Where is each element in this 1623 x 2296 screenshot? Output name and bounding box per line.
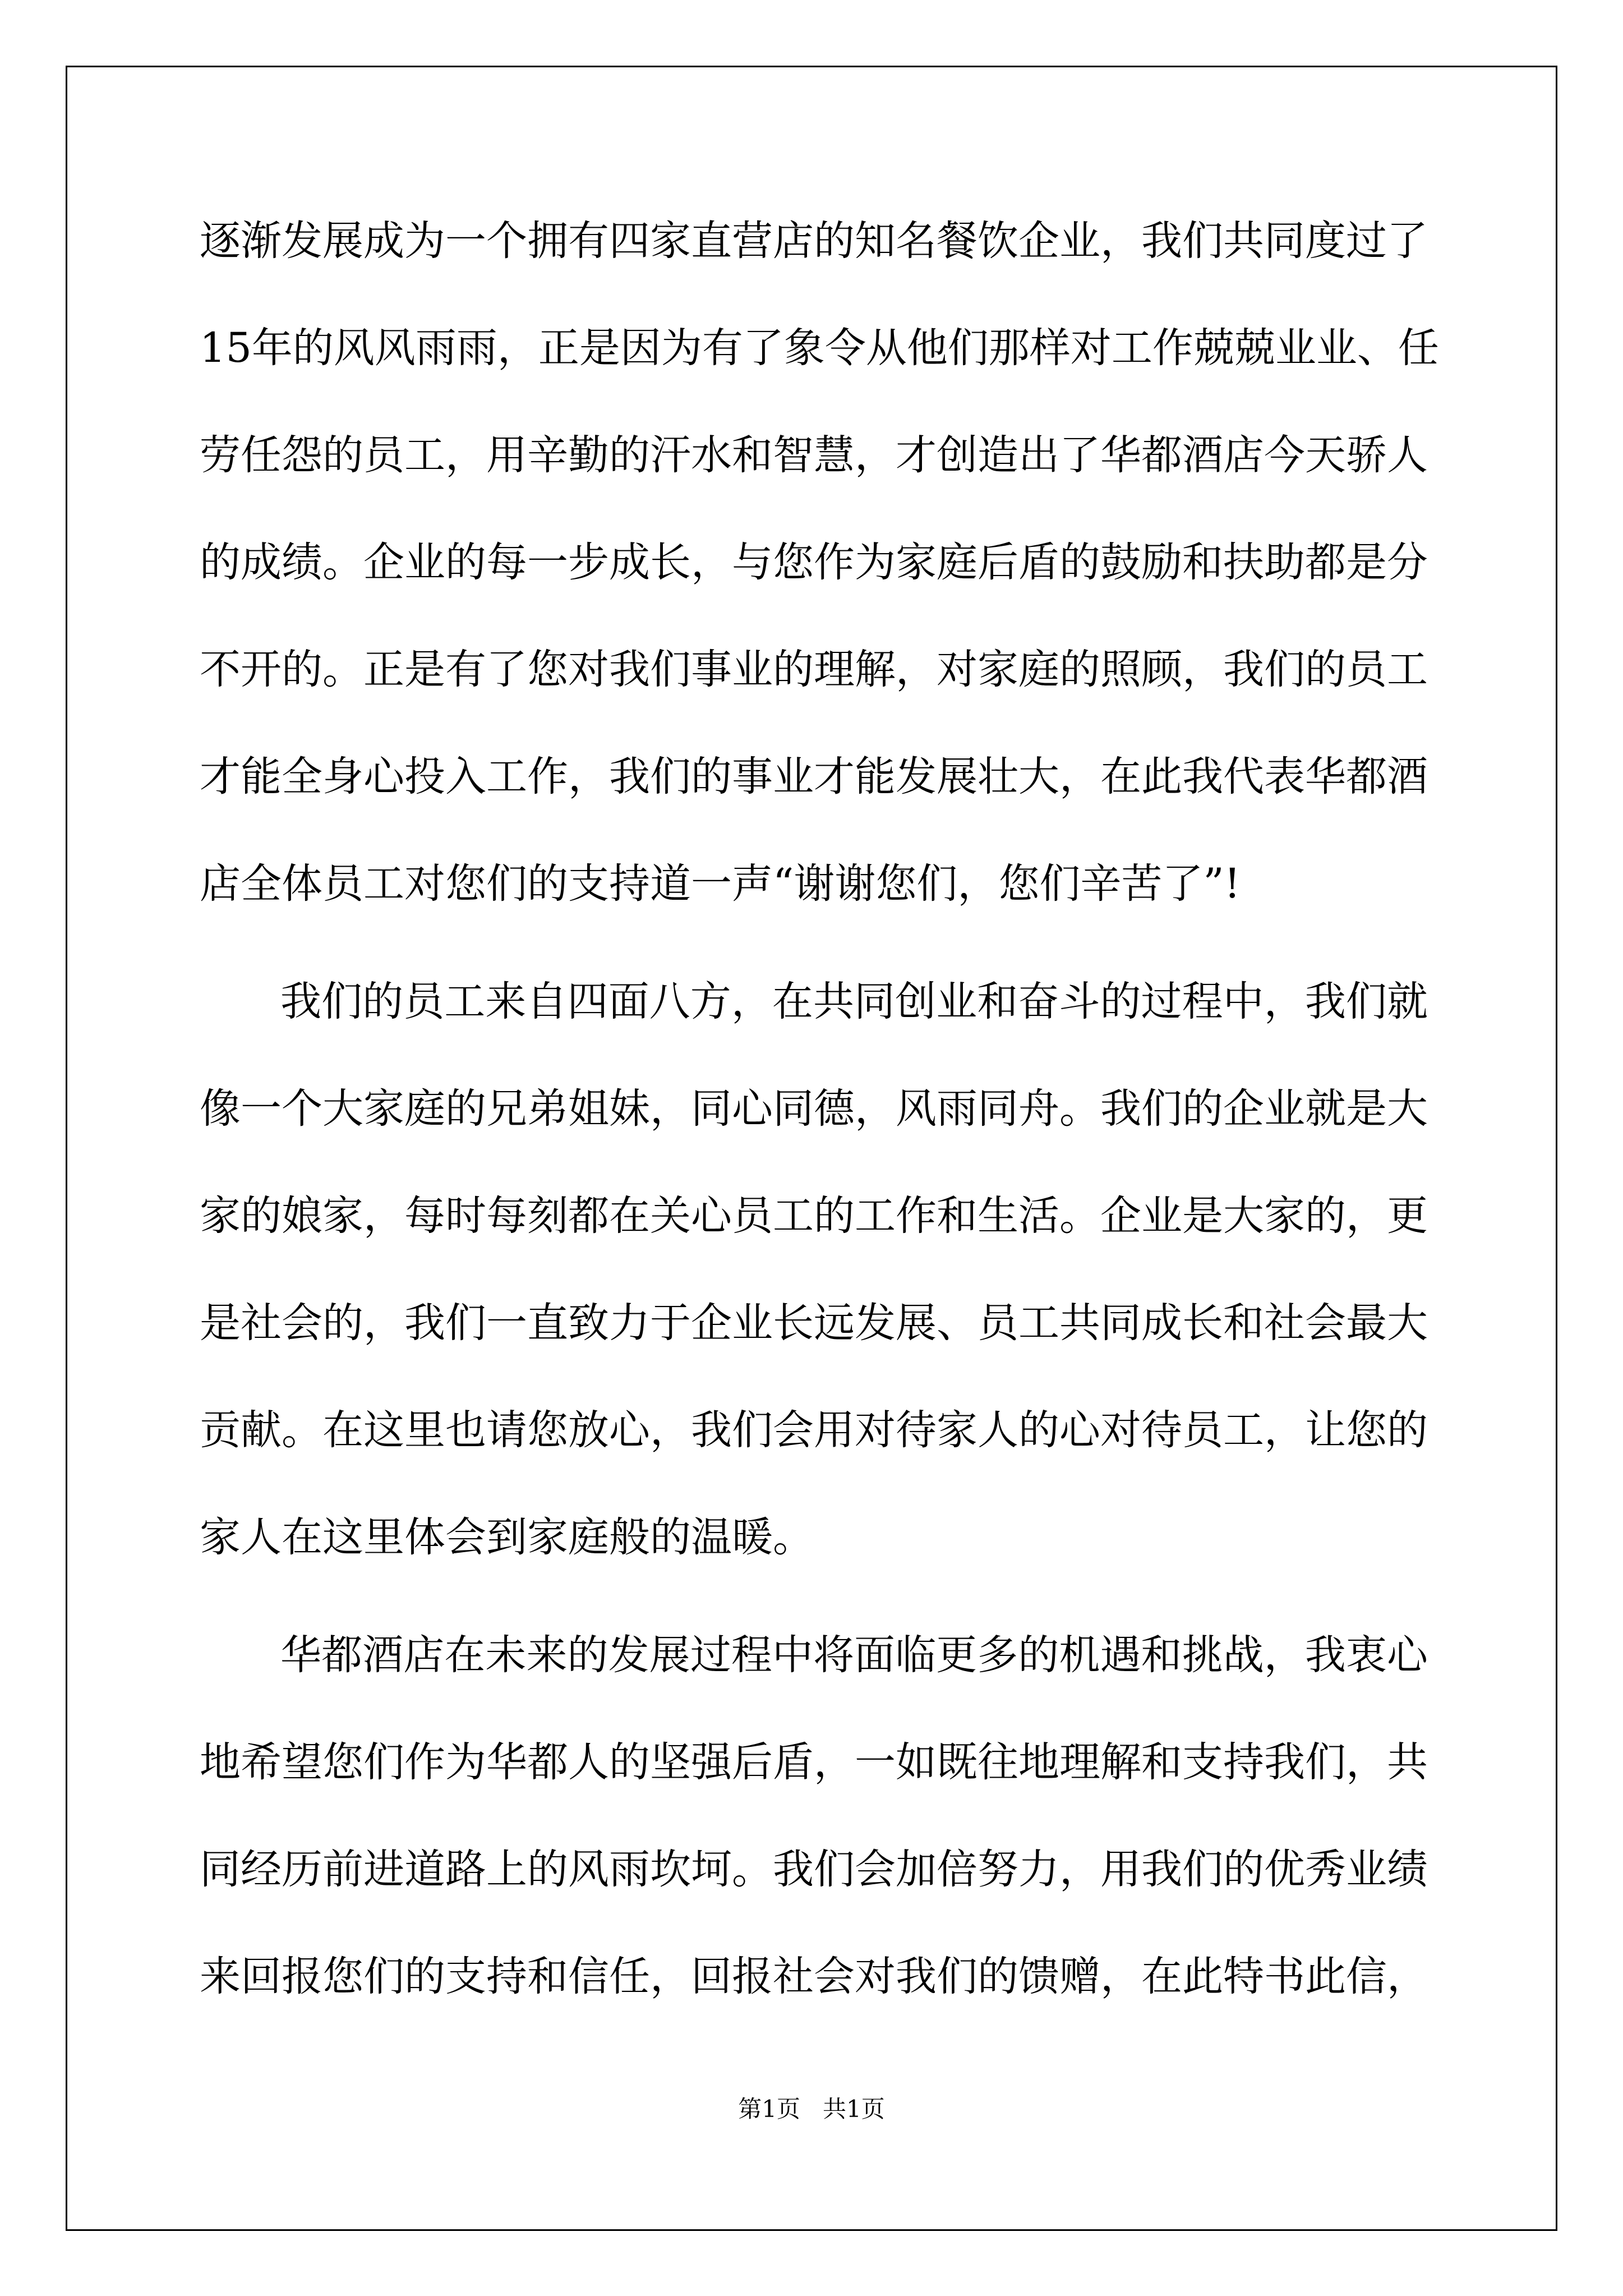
text-line: 华都酒店在未来的发展过程中将面临更多的机遇和挑战，我衷心	[280, 1631, 1428, 1679]
text-line: 贡献。在这里也请您放心，我们会用对待家人的心对待员工，让您的	[200, 1406, 1428, 1454]
page-border	[66, 66, 1557, 2231]
text-line: 来回报您们的支持和信任，回报社会对我们的馈赠，在此特书此信，	[200, 1953, 1428, 2000]
text-line: 同经历前进道路上的风雨坎坷。我们会加倍努力，用我们的优秀业绩	[200, 1846, 1428, 1893]
text-line: 不开的。正是有了您对我们事业的理解，对家庭的照顾，我们的员工	[200, 646, 1428, 693]
text-line: 家的娘家，每时每刻都在关心员工的工作和生活。企业是大家的，更	[200, 1192, 1428, 1240]
text-line: 劳任怨的员工，用辛勤的汗水和智慧，才创造出了华都酒店今天骄人	[200, 431, 1428, 479]
text-line: 是社会的，我们一直致力于企业长远发展、员工共同成长和社会最大	[200, 1299, 1428, 1347]
text-line: 像一个大家庭的兄弟姐妹，同心同德，风雨同舟。我们的企业就是大	[200, 1085, 1428, 1133]
text-line: 店全体员工对您们的支持道一声“谢谢您们，您们辛苦了”!	[200, 860, 1241, 908]
text-line: 15年的风风雨雨，正是因为有了象令从他们那样对工作兢兢业业、任	[200, 324, 1439, 372]
page-footer: 第1页 共1页	[738, 2095, 885, 2123]
text-line: 地希望您们作为华都人的坚强后盾，一如既往地理解和支持我们，共	[200, 1738, 1428, 1786]
text-line: 我们的员工来自四面八方，在共同创业和奋斗的过程中，我们就	[280, 978, 1428, 1025]
text-line: 才能全身心投入工作，我们的事业才能发展壮大，在此我代表华都酒	[200, 753, 1428, 800]
text-line: 的成绩。企业的每一步成长，与您作为家庭后盾的鼓励和扶助都是分	[200, 539, 1428, 586]
text-line: 逐渐发展成为一个拥有四家直营店的知名餐饮企业，我们共同度过了	[200, 217, 1428, 265]
text-line: 家人在这里体会到家庭般的温暖。	[200, 1513, 814, 1561]
